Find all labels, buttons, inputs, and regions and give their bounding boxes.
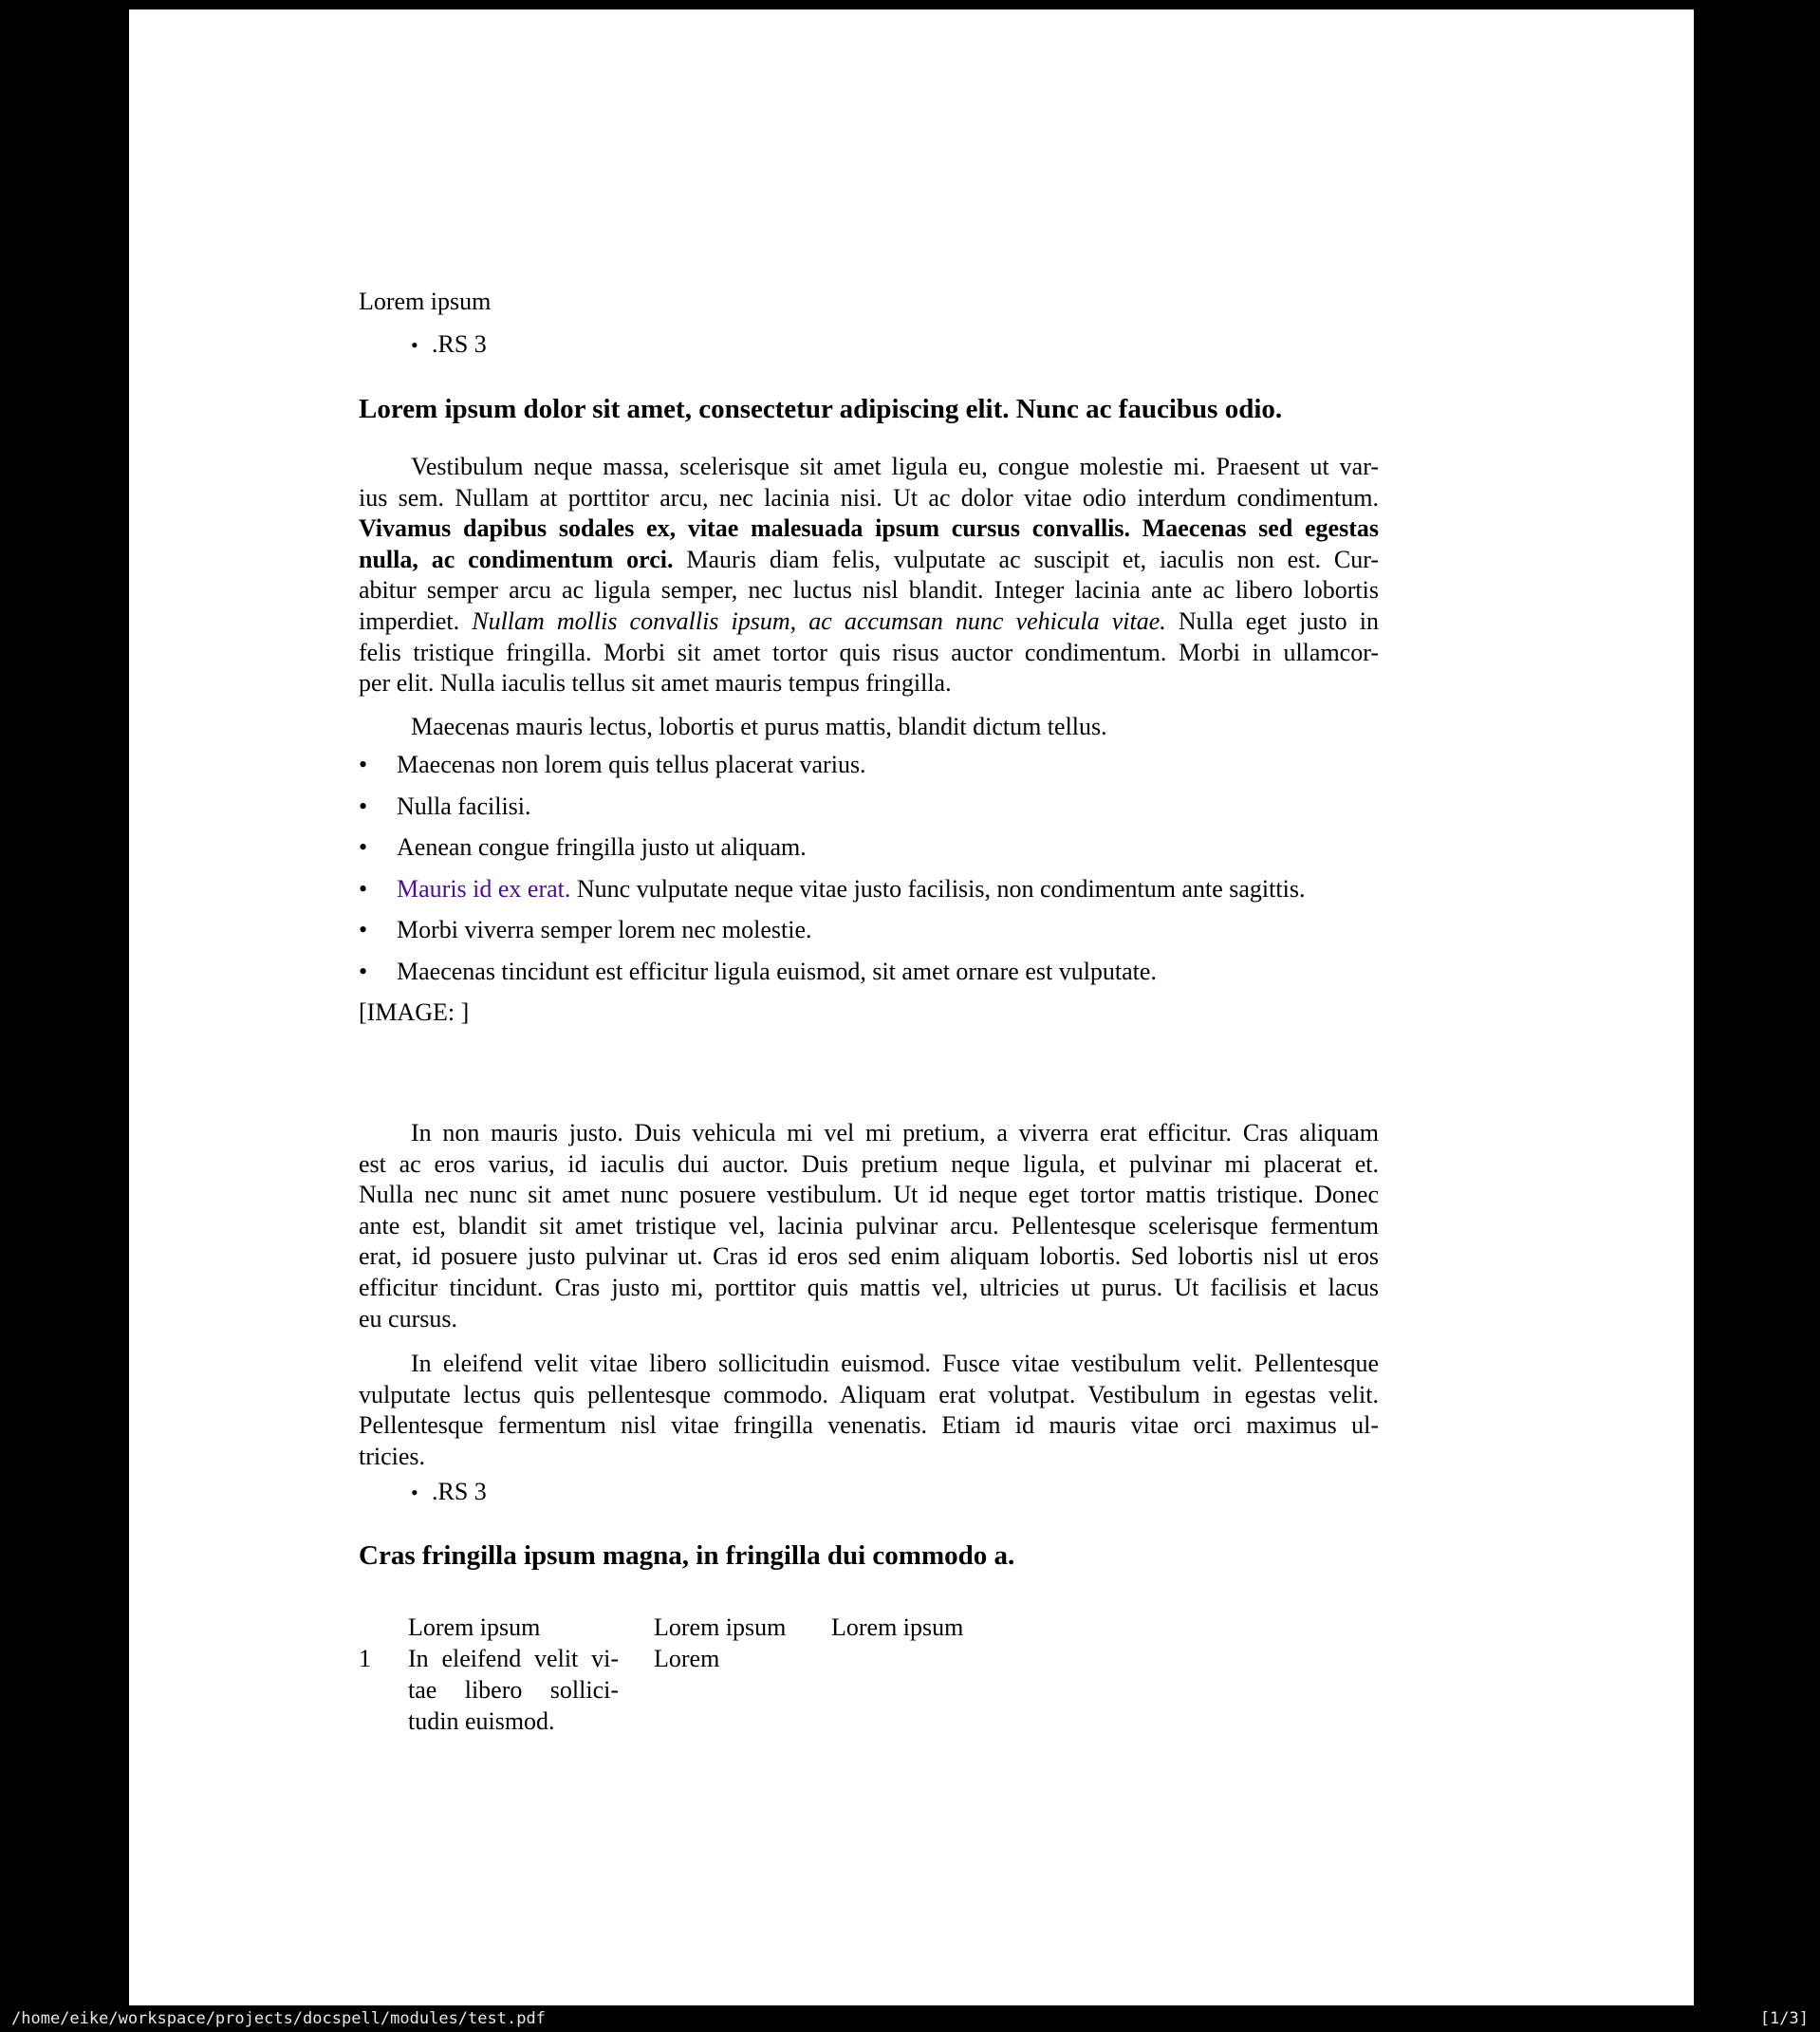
text-run: eu cursus. bbox=[359, 1304, 457, 1333]
text-line bbox=[359, 545, 1379, 576]
text-run: efficitur tincidunt. Cras justo mi, porttitor quis mattis vel, ultricies ut purus. Ut facilisis et lacus bbox=[359, 1273, 1379, 1301]
section-heading-1: Lorem ipsum dolor sit amet, consectetur adipiscing elit. Nunc ac faucibus odio. bbox=[359, 394, 1283, 424]
text-run: felis tristique fringilla. Morbi sit amet tortor quis risus auctor condimentum. Morbi in ullamcor- bbox=[359, 638, 1379, 666]
bullet-icon: • bbox=[359, 792, 368, 820]
text-run: ius sem. Nullam at porttitor arcu, nec lacinia nisi. Ut ac dolor vitae odio interdum condimentum. bbox=[359, 483, 1379, 512]
text-run: In non mauris justo. Duis vehicula mi vel mi pretium, a viverra erat efficitur. Cras aliquam bbox=[411, 1119, 1379, 1146]
bullet-icon: • bbox=[359, 916, 368, 943]
text-run: Morbi viverra semper lorem nec molestie. bbox=[397, 916, 812, 943]
text-line bbox=[359, 1380, 1379, 1411]
table-header: Lorem ipsum bbox=[408, 1613, 541, 1641]
bullet-item bbox=[359, 832, 1379, 874]
text-line bbox=[359, 1241, 1379, 1273]
text-run: Maecenas non lorem quis tellus placerat varius. bbox=[397, 751, 866, 778]
table-header: Lorem ipsum bbox=[654, 1613, 787, 1641]
lorem-table bbox=[359, 1612, 1379, 1737]
text-run: Pellentesque fermentum nisl vitae fringilla venenatis. Etiam id mauris vitae orci maximus ul- bbox=[359, 1411, 1379, 1440]
text-line bbox=[359, 606, 1379, 638]
bullet-icon: • bbox=[411, 333, 418, 357]
text-line bbox=[359, 1349, 1379, 1380]
text-run: tudin euismod. bbox=[408, 1707, 555, 1735]
text-run: abitur semper arcu ac ligula semper, nec luctus nisl blandit. Integer lacinia ante ac libero lobortis bbox=[359, 576, 1379, 605]
text-line bbox=[359, 1442, 1379, 1473]
bullet-icon: • bbox=[359, 751, 368, 778]
bullet-item bbox=[359, 957, 1379, 998]
text-run: tricies. bbox=[359, 1442, 426, 1470]
text-run: In eleifend velit vitae libero sollicitudin euismod. Fusce vitae vestibulum velit. Pellentesque bbox=[411, 1350, 1379, 1377]
section-heading-2: Cras fringilla ipsum magna, in fringilla dui commodo a. bbox=[359, 1540, 1015, 1571]
text-line bbox=[359, 575, 1379, 606]
bullet-icon: • bbox=[359, 957, 368, 985]
bullet-item bbox=[359, 874, 1379, 916]
table-cell bbox=[408, 1643, 619, 1737]
text-run: Nulla eget justo in bbox=[1165, 606, 1379, 635]
paragraph-3 bbox=[359, 1349, 1379, 1472]
text-run: Vivamus dapibus sodales ex, vitae malesuada ipsum cursus convallis. Maecenas sed egestas bbox=[359, 514, 1379, 543]
text-run: Vestibulum neque massa, scelerisque sit amet ligula eu, congue molestie mi. Praesent ut var- bbox=[411, 453, 1379, 480]
rs-marker-text: .RS 3 bbox=[432, 330, 487, 358]
text-run: Nulla facilisi. bbox=[397, 792, 531, 820]
text-run: est ac eros varius, id iaculis dui auctor. Duis pretium neque ligula, et pulvinar mi placerat et. bbox=[359, 1149, 1379, 1178]
text-line bbox=[359, 1211, 1379, 1242]
pdf-link[interactable]: Mauris id ex erat. bbox=[397, 874, 571, 903]
pdf-page[interactable] bbox=[129, 9, 1694, 2005]
text-run: vulputate lectus quis pellentesque commodo. Aliquam erat volutpat. Vestibulum in egestas velit. bbox=[359, 1380, 1379, 1408]
bullet-item-text bbox=[397, 750, 866, 781]
image-placeholder: [IMAGE: ] bbox=[359, 998, 470, 1026]
table-cell bbox=[831, 1643, 1379, 1737]
text-run: imperdiet. bbox=[359, 606, 473, 635]
table-cell: Lorem bbox=[654, 1645, 720, 1672]
bullet-item-text bbox=[397, 832, 807, 864]
text-run: Maecenas tincidunt est efficitur ligula euismod, sit amet ornare est vulputate. bbox=[397, 957, 1157, 985]
text-run: tae libero sollici- bbox=[408, 1676, 619, 1704]
bullet-item-text bbox=[397, 874, 1305, 905]
text-line bbox=[359, 1149, 1379, 1181]
bullet-item bbox=[359, 750, 1379, 792]
statusbar-file-path: /home/eike/workspace/projects/docspell/modules/test.pdf bbox=[11, 2009, 546, 2028]
text-line bbox=[359, 1410, 1379, 1442]
text-line bbox=[359, 452, 1379, 483]
rs-marker-text: .RS 3 bbox=[432, 1478, 487, 1505]
text-run: erat, id posuere justo pulvinar ut. Cras id eros sed enim aliquam lobortis. Sed lobortis nisl ut eros bbox=[359, 1242, 1379, 1271]
text-line bbox=[359, 1304, 1379, 1335]
bullet-icon: • bbox=[411, 1481, 418, 1504]
text-run: per elit. Nulla iaculis tellus sit amet mauris tempus fringilla. bbox=[359, 669, 952, 698]
text-line bbox=[359, 1180, 1379, 1211]
paragraph-1 bbox=[359, 452, 1379, 699]
text-run: Mauris diam felis, vulputate ac suscipit et, iaculis non est. Cur- bbox=[673, 545, 1380, 573]
table-row-number: 1 bbox=[359, 1645, 371, 1672]
table-header-spacer bbox=[359, 1612, 408, 1643]
statusbar-page-indicator: [1/3] bbox=[1759, 2009, 1809, 2028]
table-header: Lorem ipsum bbox=[831, 1613, 964, 1641]
text-line bbox=[408, 1674, 619, 1706]
rs-marker-row bbox=[411, 1477, 487, 1509]
text-line bbox=[359, 513, 1379, 545]
text-run: Nulla nec nunc sit amet nunc posuere vestibulum. Ut id neque eget tortor mattis tristique. Donec bbox=[359, 1181, 1379, 1209]
text-line bbox=[359, 668, 1379, 699]
text-line bbox=[359, 1273, 1379, 1304]
bullet-item bbox=[359, 915, 1379, 957]
text-run: ante est, blandit sit amet tristique vel, lacinia pulvinar arcu. Pellentesque scelerisque fermentum bbox=[359, 1211, 1379, 1240]
text-line bbox=[408, 1706, 619, 1737]
bullet-icon: • bbox=[359, 833, 368, 861]
bullet-item-text bbox=[397, 957, 1157, 988]
rs-marker-row bbox=[411, 329, 487, 362]
bullet-item-text bbox=[397, 792, 531, 823]
text-run: In eleifend velit vi- bbox=[408, 1645, 619, 1672]
intro-label: Lorem ipsum bbox=[359, 288, 492, 315]
text-run: Aenean congue fringilla justo ut aliquam. bbox=[397, 833, 807, 861]
text-run: nulla, ac condimentum orci. bbox=[359, 545, 674, 573]
paragraph-2 bbox=[359, 1118, 1379, 1334]
text-run: Nullam mollis convallis ipsum, ac accumsan nunc vehicula vitae. bbox=[472, 606, 1166, 635]
statusbar bbox=[0, 2005, 1820, 2032]
text-run: Nunc vulputate neque vitae justo facilisis, non condimentum ante sagittis. bbox=[570, 874, 1306, 903]
paragraph-1-sub: Maecenas mauris lectus, lobortis et purus mattis, blandit dictum tellus. bbox=[411, 713, 1107, 740]
bullet-list bbox=[359, 750, 1379, 997]
text-line bbox=[359, 1118, 1379, 1149]
text-line bbox=[408, 1643, 619, 1674]
text-line bbox=[359, 483, 1379, 514]
bullet-item bbox=[359, 792, 1379, 833]
bullet-item-text bbox=[397, 915, 812, 946]
text-line bbox=[359, 638, 1379, 669]
bullet-icon: • bbox=[359, 874, 368, 903]
